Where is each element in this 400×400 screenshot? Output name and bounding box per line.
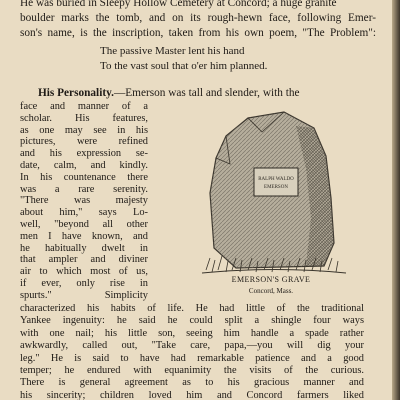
- plaque-line-1: RALPH WALDO: [258, 177, 294, 182]
- narrow-line-7: In his countenance there: [20, 171, 148, 183]
- full-line-3: with one nail; his little son, seeing him handle a spade rather: [20, 327, 364, 339]
- full-line-2: Yankee ingenuity: he said he could split a shingle four ways: [20, 315, 364, 327]
- full-line-7: There is general agreement as to his gracious manner and: [20, 377, 364, 389]
- narrow-line-11: well, "beyond all other: [20, 219, 148, 230]
- narrow-line-14: that ampler and diviner: [20, 254, 148, 266]
- full-line-1: characterized his habits of life. He had little of the traditional: [20, 303, 364, 314]
- intro-line-2: boulder marks the tomb, and on its rough-hewn face, following Emer-: [20, 12, 376, 24]
- narrow-line-8: was a rare serenity.: [20, 183, 148, 195]
- verse-line-1: The passive Master lent his hand: [100, 45, 245, 57]
- narrow-line-4: pictures, were refined: [20, 136, 148, 148]
- section-heading: His Personality.: [38, 87, 114, 99]
- narrow-line-2: scholar. His features,: [20, 112, 148, 124]
- narrow-line-9: "There was majesty: [20, 195, 148, 207]
- emerson-grave-illustration: [166, 98, 376, 298]
- full-line-4: awkwardly, called out, "Take care, papa,—you will dig your: [20, 340, 364, 352]
- heading-rest: —Emerson was tall and slender, with the: [113, 87, 300, 99]
- book-spine-edge: [392, 0, 400, 400]
- figure-subcaption: Concord, Mass.: [248, 287, 294, 295]
- narrow-line-13: he habitually dwelt in: [20, 242, 148, 254]
- intro-line-1: He was buried in Sleepy Hollow Cemetery at Concord; a huge granite: [20, 0, 337, 9]
- plaque-line-2: EMERSON: [264, 185, 288, 190]
- narrow-line-16: if ever, only rise in: [20, 278, 148, 289]
- full-line-8: his sincerity; children loved him and Concord farmers liked: [20, 389, 364, 400]
- verse-line-2: To the vast soul that o'er him planned.: [100, 60, 268, 72]
- narrow-line-12: men I have known, and: [20, 230, 148, 242]
- narrow-line-10: about him," says Lo-: [20, 207, 148, 219]
- full-line-5: leg." He is said to have had remarkable patience and a good: [20, 352, 364, 364]
- narrow-line-5: and his expression se-: [20, 148, 148, 160]
- full-line-6: temper; he endured with equanimity the visits of the curious.: [20, 365, 364, 376]
- narrow-line-3: as one may see in his: [20, 124, 148, 136]
- intro-line-3: son's name, is the inscription, taken from his own poem, "The Problem":: [20, 27, 376, 39]
- narrow-line-6: date, calm, and kindly.: [20, 160, 148, 171]
- bronze-plaque: [254, 168, 298, 196]
- narrow-line-1: face and manner of a: [20, 101, 148, 112]
- narrow-line-17: spurts." Simplicity: [20, 289, 148, 301]
- figure-caption: EMERSON'S GRAVE: [231, 275, 311, 284]
- narrow-line-15: air to which most of us,: [20, 266, 148, 278]
